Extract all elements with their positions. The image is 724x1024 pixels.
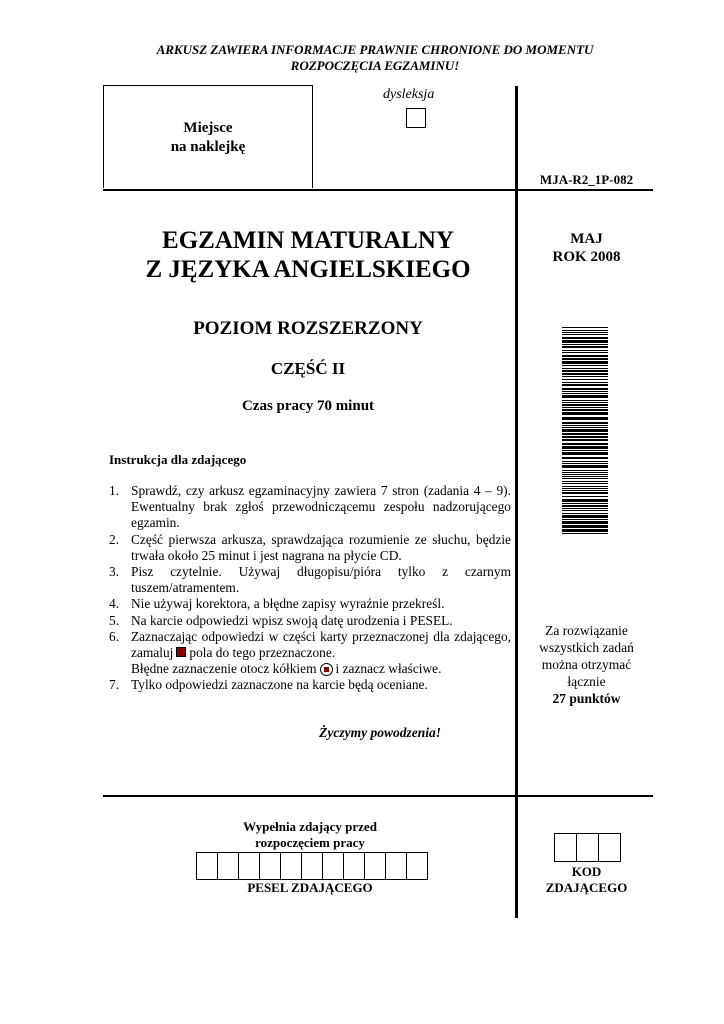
barcode-bar: [562, 488, 608, 489]
barcode-bar: [562, 379, 608, 380]
item-text: [131, 629, 511, 678]
barcode-bar: [562, 483, 608, 484]
barcode-bar: [562, 436, 608, 438]
legal-warning: [95, 42, 655, 74]
points-line-2: wszystkich zadań: [539, 640, 634, 655]
pesel-digit-box[interactable]: [322, 852, 344, 880]
warning-line-2: ROZPOCZĘCIA EGZAMINU!: [290, 58, 460, 73]
pesel-digit-box[interactable]: [217, 852, 239, 880]
barcode-bar: [562, 478, 608, 479]
item-text: Pisz czytelnie. Używaj długopisu/pióra tylko z czarnym tuszem/atramentem.: [131, 564, 511, 596]
barcode-bar: [562, 365, 608, 366]
exam-code: MJA-R2_1P-082: [539, 172, 634, 187]
points-line-4: łącznie: [567, 674, 606, 689]
barcode-bar: [562, 465, 608, 468]
fill-line-1: Wypełnia zdający przed: [243, 819, 377, 834]
barcode-bar: [562, 412, 608, 415]
barcode-bar: [562, 332, 608, 333]
barcode-bar: [562, 474, 608, 475]
date-year: ROK 2008: [552, 249, 621, 265]
item-text: Część pierwsza arkusza, sprawdzająca rozumienie ze słuchu, będzie trwała około 25 minut i jest nagrana na płycie CD.: [131, 531, 511, 563]
barcode-bar: [562, 450, 608, 451]
sticker-label-2: na naklejkę: [170, 139, 246, 155]
barcode-bar: [562, 499, 608, 502]
barcode-bar: [562, 422, 608, 424]
bottom-divider: [103, 795, 653, 797]
dyslexia-label: dysleksja: [383, 87, 435, 102]
list-item: [109, 596, 511, 612]
barcode-bar: [562, 472, 608, 473]
points-line-3: można otrzymać: [541, 657, 632, 672]
barcode-bar: [562, 327, 608, 328]
item-text: Nie używaj korektora, a błędne zapisy wyraźnie przekreśl.: [131, 596, 445, 612]
item-number: 6.: [109, 628, 120, 644]
barcode-bar: [562, 344, 608, 345]
instructions-list: [109, 483, 511, 694]
barcode-icon: [562, 327, 608, 537]
barcode-bar: [562, 393, 608, 394]
list-item: [109, 629, 511, 678]
title-line-1: EGZAMIN MATURALNY: [162, 227, 454, 254]
barcode-bar: [562, 330, 608, 331]
barcode-bar: [562, 395, 608, 398]
barcode-bar: [562, 352, 608, 353]
kod-digit-box[interactable]: [576, 833, 599, 862]
item-text-d: i zaznacz właściwe.: [335, 661, 442, 677]
warning-line-1: ARKUSZ ZAWIERA INFORMACJE PRAWNIE CHRONIONE DO MOMENTU: [156, 42, 594, 57]
list-item: [109, 532, 511, 564]
barcode-bar: [562, 515, 608, 518]
sticker-area: [103, 85, 313, 188]
barcode-bar: [562, 429, 608, 432]
barcode-bar: [562, 334, 608, 335]
barcode-bar: [562, 510, 608, 511]
barcode-bar: [562, 433, 608, 435]
list-item: [109, 677, 511, 693]
barcode-bar: [562, 388, 608, 390]
exam-date: [520, 230, 653, 266]
barcode-bar: [562, 492, 608, 494]
item-text: Na karcie odpowiedzi wpisz swoją datę urodzenia i PESEL.: [131, 612, 453, 628]
filled-square-icon: [176, 647, 186, 657]
barcode-bar: [562, 521, 608, 524]
barcode-bar: [562, 503, 608, 504]
points-info: [520, 622, 653, 707]
barcode-bar: [562, 443, 608, 445]
exam-level: POZIOM ROZSZERZONY: [193, 318, 423, 339]
barcode-bar: [562, 376, 608, 377]
item-number: 1.: [109, 483, 120, 498]
list-item: [109, 483, 511, 532]
exam-part: CZĘŚĆ II: [270, 359, 346, 378]
fill-instruction: [180, 819, 440, 851]
pesel-digit-box[interactable]: [196, 852, 218, 880]
barcode-bar: [562, 463, 608, 464]
item-number: 3.: [109, 564, 120, 580]
item-text-b: pola do tego przeznaczone.: [189, 645, 336, 661]
kod-line-2: ZDAJĄCEGO: [545, 880, 628, 895]
kod-input-boxes[interactable]: [555, 833, 621, 862]
barcode-bar: [562, 529, 608, 532]
instructions-title: Instrukcja dla zdającego: [109, 452, 247, 467]
sticker-label-1: Miejsce: [183, 120, 233, 136]
barcode-bar: [562, 358, 608, 360]
item-text: Sprawdź, czy arkusz egzaminacyjny zawiera 7 stron (zadania 4 – 9). Ewentualny brak zgłoś przewodniczącemu zespołu nadzorującego egzamin.: [131, 483, 511, 531]
dyslexia-checkbox[interactable]: [406, 108, 426, 128]
barcode-bar: [562, 425, 608, 426]
barcode-bar: [562, 373, 608, 375]
kod-digit-box[interactable]: [554, 833, 577, 862]
barcode-bar: [562, 346, 608, 348]
barcode-bar: [562, 513, 608, 514]
top-divider: [103, 189, 653, 191]
barcode-bar: [562, 384, 608, 386]
item-number: 4.: [109, 596, 120, 612]
barcode-bar: [562, 457, 608, 459]
kod-digit-box[interactable]: [598, 833, 621, 862]
barcode-bar: [562, 496, 608, 497]
barcode-bar: [562, 525, 608, 528]
barcode-bar: [562, 446, 608, 449]
barcode-bar: [562, 404, 608, 406]
fill-line-2: rozpoczęciem pracy: [255, 835, 365, 850]
barcode-bar: [562, 508, 608, 509]
exam-title: [103, 226, 513, 284]
pesel-digit-box[interactable]: [301, 852, 323, 880]
item-text: Tylko odpowiedzi zaznaczone na karcie będą oceniane.: [131, 677, 428, 693]
barcode-bar: [562, 340, 608, 343]
barcode-bar: [562, 337, 608, 339]
points-line-1: Za rozwiązanie: [545, 623, 628, 638]
barcode-bar: [562, 400, 608, 401]
pesel-input-boxes[interactable]: [197, 852, 428, 880]
item-text-c: Błędne zaznaczenie otocz kółkiem: [131, 661, 317, 677]
pesel-digit-box[interactable]: [280, 852, 302, 880]
barcode-bar: [562, 452, 608, 455]
barcode-bar: [562, 486, 608, 487]
barcode-bar: [562, 355, 608, 357]
barcode-bar: [562, 505, 608, 507]
barcode-bar: [562, 417, 608, 420]
barcode-bar: [562, 382, 608, 383]
pesel-digit-box[interactable]: [343, 852, 365, 880]
pesel-label: PESEL ZDAJĄCEGO: [247, 880, 373, 895]
barcode-bar: [562, 370, 608, 372]
date-month: MAJ: [570, 231, 603, 247]
good-luck-text: Życzymy powodzenia!: [319, 725, 441, 740]
barcode-bar: [562, 368, 608, 369]
pesel-digit-box[interactable]: [238, 852, 260, 880]
barcode-bar: [562, 519, 608, 520]
points-total: 27 punktów: [552, 691, 621, 706]
item-number: 2.: [109, 531, 120, 547]
list-item: [109, 613, 511, 629]
pesel-digit-box[interactable]: [364, 852, 386, 880]
barcode-bar: [562, 439, 608, 441]
pesel-digit-box[interactable]: [259, 852, 281, 880]
barcode-bar: [562, 461, 608, 462]
vertical-divider: [515, 86, 518, 918]
title-line-2: Z JĘZYKA ANGIELSKIEGO: [145, 256, 471, 283]
barcode-bar: [562, 402, 608, 403]
pesel-digit-box[interactable]: [406, 852, 428, 880]
item-number: 5.: [109, 612, 120, 628]
barcode-bar: [562, 427, 608, 428]
item-number: 7.: [109, 677, 120, 693]
barcode-bar: [562, 533, 608, 534]
barcode-bar: [562, 409, 608, 411]
barcode-bar: [562, 350, 608, 351]
exam-time: Czas pracy 70 minut: [241, 398, 375, 414]
barcode-bar: [562, 476, 608, 477]
item-text-a: Zaznaczając odpowiedzi w części karty przeznaczonej dla zdającego, zamaluj: [131, 628, 511, 661]
list-item: [109, 564, 511, 596]
pesel-digit-box[interactable]: [385, 852, 407, 880]
barcode-bar: [562, 481, 608, 482]
barcode-bar: [562, 470, 608, 471]
barcode-bar: [562, 361, 608, 364]
barcode-bar: [562, 391, 608, 392]
kod-line-1: KOD: [571, 864, 602, 879]
kod-label: [520, 864, 653, 896]
barcode-bar: [562, 490, 608, 491]
barcode-bar: [562, 407, 608, 408]
circled-square-icon: [320, 663, 333, 676]
